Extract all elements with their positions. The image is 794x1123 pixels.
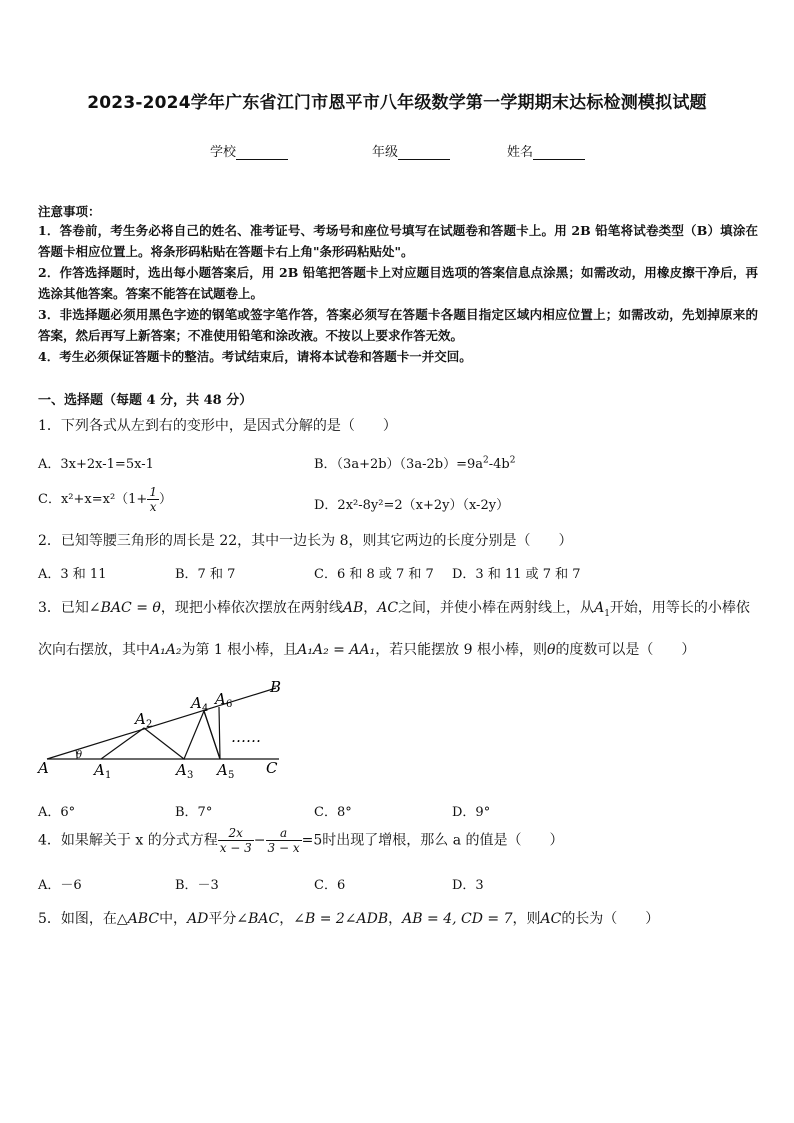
label-A2-sub: 2 — [146, 719, 153, 730]
q1-option-d: D．2x²-8y²=2（x+2y）（x-2y） — [314, 498, 510, 513]
question-2-stem: 2．已知等腰三角形的周长是 22，其中一边长为 8，则其它两边的长度分别是（ ） — [38, 533, 573, 549]
question-3-line-2: 次向右摆放，其中A₁A₂为第 1 根小棒，且A₁A₂ = AA₁，若只能摆放 9 根小棒，则θ的度数可以是（ ） — [38, 642, 696, 658]
note-item-2: 2．作答选择题时，选出每小题答案后，用 2B 铅笔把答题卡上对应题目选项的答案信息点涂黑；如需改动，用橡皮擦干净后，再选涂其他答案。答案不能答在试题卷上。 — [38, 265, 758, 301]
sticks — [101, 707, 220, 759]
q4-option-a: A．－6 — [38, 878, 82, 893]
label-A1-sub: 1 — [105, 770, 112, 781]
name-field — [507, 141, 585, 160]
label-B: B — [270, 678, 282, 696]
school-label: 学校 — [210, 145, 237, 160]
label-C: C — [266, 759, 278, 777]
q1-option-a: A．3x+2x-1=5x-1 — [38, 457, 154, 472]
ray-ab — [47, 688, 276, 759]
label-A: A — [38, 759, 49, 777]
grade-label: 年级 — [372, 145, 399, 160]
q3-option-b: B．7° — [175, 805, 213, 820]
label-theta: θ — [76, 750, 83, 761]
question-3-line-1: 3．已知∠BAC = θ，现把小棒依次摆放在两射线AB，AC之间，并使小棒在两射线上，从$A_1$开始，用等长的小棒依 — [38, 600, 750, 619]
name-label: 姓名 — [507, 145, 534, 160]
grade-blank[interactable] — [398, 145, 450, 160]
label-A6-sub: 6 — [226, 699, 233, 710]
school-field — [210, 141, 288, 160]
dots-label: …… — [231, 728, 261, 746]
note-item-1: 1．答卷前，考生务必将自己的姓名、准考证号、考场号和座位号填写在试题卷和答题卡上。用 2B 铅笔将试卷类型（B）填涂在答题卡相应位置上。将条形码粘贴在答题卡右上角"条形码粘贴处"。 — [38, 223, 758, 259]
note-item-3: 3．非选择题必须用黑色字迹的钢笔或签字笔作答，答案必须写在答题卡各题目指定区域内相应位置上；如需改动，先划掉原来的答案，然后再写上新答案；不准使用铅笔和涂改液。不按以上要求作答无效。 — [38, 307, 758, 343]
label-A3-sub: 3 — [187, 770, 194, 781]
label-A4: A — [191, 694, 202, 712]
q3-option-d: D．9° — [452, 805, 491, 820]
grade-field — [372, 141, 450, 160]
q3-figure — [34, 676, 294, 786]
label-A4-sub: 4 — [202, 703, 209, 714]
q3-option-c: C．8° — [314, 805, 352, 820]
q1-option-b: B．$(3a+2b)(3a-2b)=9a^2-4b^2$ — [314, 455, 516, 472]
label-A6: A — [215, 690, 226, 708]
q2-option-d: D．3 和 11 或 7 和 7 — [452, 567, 581, 582]
label-A5: A — [217, 761, 228, 779]
q4-fraction-1: $\frac{2x}{x - 3}$ — [219, 826, 252, 855]
stick-a4-a5 — [204, 711, 220, 759]
q4-option-b: B．－3 — [175, 878, 219, 893]
q1-option-c: C．x²+x=x²（1+ $\frac{1}{x}$ ） — [38, 485, 172, 514]
name-blank[interactable] — [533, 145, 585, 160]
note-item-4: 4．考生必须保证答题卡的整洁。考试结束后，请将本试卷和答题卡一并交回。 — [38, 349, 472, 364]
q2-option-b: B．7 和 7 — [175, 567, 236, 582]
page-title: 2023-2024学年广东省江门市恩平市八年级数学第一学期期末达标检测模拟试题 — [87, 93, 707, 113]
q2-option-a: A．3 和 11 — [38, 567, 107, 582]
label-A2: A — [135, 710, 146, 728]
label-A1: A — [94, 761, 105, 779]
notes-heading: 注意事项： — [38, 204, 101, 219]
q2-option-c: C．6 和 8 或 7 和 7 — [314, 567, 434, 582]
school-blank[interactable] — [236, 145, 288, 160]
q4-option-d: D．3 — [452, 878, 484, 893]
label-A5-sub: 5 — [228, 770, 235, 781]
question-1-stem: 1．下列各式从左到右的变形中，是因式分解的是（ ） — [38, 418, 397, 434]
q4-option-c: C．6 — [314, 878, 346, 893]
section-heading: 一、选择题（每题 4 分，共 48 分） — [38, 393, 253, 408]
q1-c-fraction: $\frac{1}{x}$ — [149, 485, 157, 514]
q3-option-a: A．6° — [38, 805, 76, 820]
question-5-stem: 5．如图，在△ABC中，AD平分∠BAC，∠B = 2∠ADB，AB = 4, CD = 7，则AC的长为（ ） — [38, 911, 660, 927]
q4-fraction-2: $\frac{a}{3 - x}$ — [267, 826, 300, 855]
question-4-stem: 4．如果解关于 x 的分式方程 $\frac{2x}{x - 3}$ − $\frac{a}{3 - x}$ =5时出现了增根，那么 a 的值是（ ） — [38, 826, 564, 855]
label-A3: A — [176, 761, 187, 779]
